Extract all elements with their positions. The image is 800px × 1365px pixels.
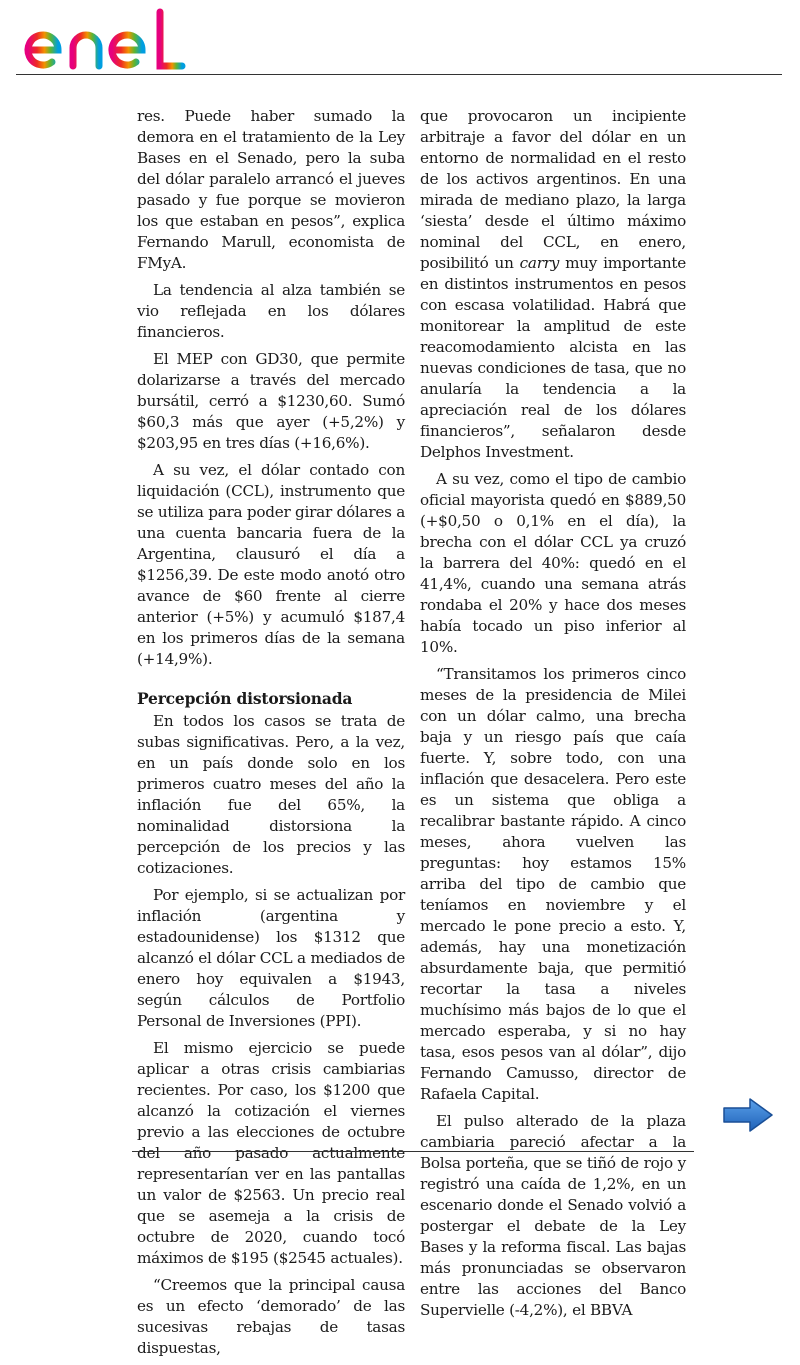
paragraph: En todos los casos se trata de subas significativas. Pero, a la vez, en un país donde solo en los primeros cuatro meses del año la inflación fue del 65%, la nominalidad distorsiona la percepción de los precios y las cotizaciones.	[137, 712, 405, 877]
paragraph: “Creemos que la principal causa es un efecto ‘demorado’ de las sucesivas rebajas de tasas dispuestas,	[137, 1276, 405, 1357]
article-column-left	[137, 106, 405, 1365]
paragraph: “Transitamos los primeros cinco meses de la presidencia de Milei con un dólar calmo, una brecha baja y un riesgo país que caía fuerte. Y, sobre todo, con una inflación que desacelera. Pero este es un sistema que obliga a recalibrar bastante rápido. A cinco meses, ahora vuelven las preguntas: hoy estamos 15% arriba del tipo de cambio que teníamos en noviembre y el mercado le pone precio a esto. Y, además, hay una monetización absurdamente baja, que permitió recortar la tasa a niveles muchísimo más bajos de lo que el mercado esperaba, y si no hay tasa, esos pesos van al dólar”, dijo Fernando Camusso, director de Rafaela Capital.	[420, 665, 686, 1103]
paragraph: A su vez, el dólar contado con liquidación (CCL), instrumento que se utiliza para poder girar dólares a una cuenta bancaria fuera de la Argentina, clausuró el día a $1256,39. De este modo anotó otro avance de $60 frente al cierre anterior (+5%) y acumuló $187,4 en los primeros días de la semana (+14,9%).	[137, 461, 405, 668]
text-run: muy importante en distintos instrumentos en pesos con escasa volatilidad. Habrá que monitorear la amplitud de este reacomodamiento alcista en las nuevas condiciones de tasa, que no anularía la tendencia a la apreciación real de los dólares financieros”, señalaron desde Delphos Investment.	[420, 254, 686, 461]
paragraph: El MEP con GD30, que permite dolarizarse a través del mercado bursátil, cerró a $1230,60. Sumó $60,3 más que ayer (+5,2%) y $203,95 en tres días (+16,6%).	[137, 350, 405, 452]
arrow-right-icon[interactable]	[722, 1097, 774, 1133]
paragraph: A su vez, como el tipo de cambio oficial mayorista quedó en $889,50 (+$0,50 o 0,1% en el día), la brecha con el dólar CCL ya cruzó la barrera del 40%: quedó en el 41,4%, cuando una semana atrás rondaba el 20% y hace dos meses había tocado un piso inferior al 10%.	[420, 470, 686, 656]
paragraph	[420, 106, 686, 463]
paragraph: La tendencia al alza también se vio reflejada en los dólares financieros.	[137, 281, 405, 341]
paragraph: res. Puede haber sumado la demora en el tratamiento de la Ley Bases en el Senado, pero la suba del dólar paralelo arrancó el jueves pasado y fue porque se movieron los que estaban en pesos”, explica Fernando Marull, economista de FMyA.	[137, 107, 405, 272]
enel-logo	[16, 6, 196, 74]
footer-rule	[132, 1151, 694, 1152]
paragraph: El pulso alterado de la plaza cambiaria pareció afectar a la Bolsa porteña, que se tiñó de rojo y registró una caída de 1,2%, en un escenario donde el Senado volvió a postergar el debate de la Ley Bases y la reforma fiscal. Las bajas más pronunciadas se observaron entre las acciones del Banco Supervielle (-4,2%), el BBVA	[420, 1112, 686, 1319]
emphasis: carry	[519, 254, 560, 272]
paragraph: El mismo ejercicio se puede aplicar a otras crisis cambiarias recientes. Por caso, los $1200 que alcanzó la cotización el viernes previo a las elecciones de octubre del año pasado actualmente representarían ver en las pantallas un valor de $2563. Un precio real que se asemeja a la crisis de octubre de 2020, cuando tocó máximos de $195 ($2545 actuales).	[137, 1039, 405, 1267]
paragraph: Por ejemplo, si se actualizan por inflación (argentina y estadounidense) los $1312 que alcanzó el dólar CCL a mediados de enero hoy equivalen a $1943, según cálculos de Portfolio Personal de Inversiones (PPI).	[137, 886, 405, 1030]
article-column-right	[420, 106, 686, 1327]
header-rule	[16, 74, 782, 75]
text-run: que provocaron un incipiente arbitraje a favor del dólar en un entorno de normalidad en el resto de los activos argentinos. En una mirada de mediano plazo, la larga ‘siesta’ desde el último máximo nominal del CCL, en enero, posibilitó un	[420, 107, 686, 272]
section-heading: Percepción distorsionada	[137, 689, 353, 708]
